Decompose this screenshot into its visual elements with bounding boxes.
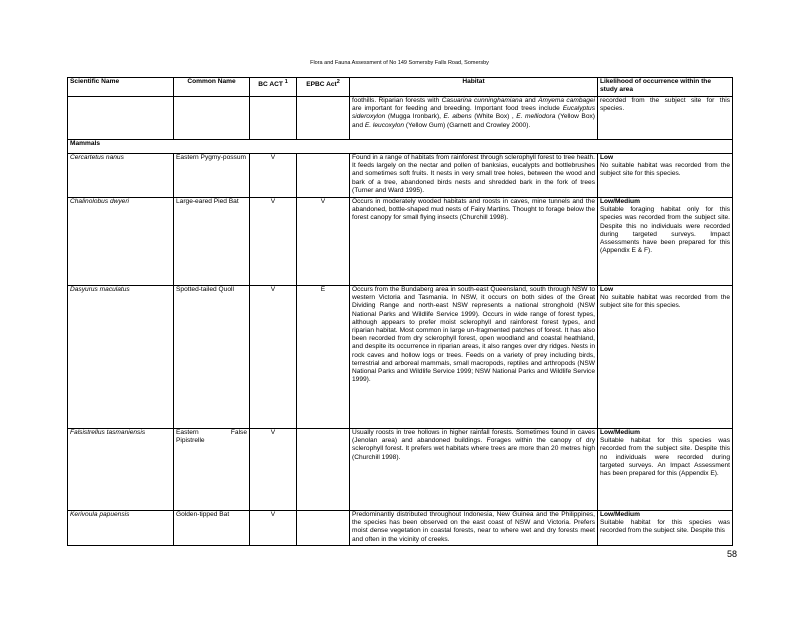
table-row <box>68 429 733 511</box>
likelihood-text: No suitable habitat was recorded from the subject site for this species. <box>600 162 730 178</box>
epbc-act-footnote: 2 <box>336 79 340 85</box>
likelihood-text: No suitable habitat was recorded from the subject site for this species. <box>600 294 730 310</box>
document-header: Flora and Fauna Assessment of No 149 Somersby Falls Road, Somersby <box>310 60 489 66</box>
likelihood-cell <box>598 511 733 546</box>
col-header-bc-act <box>250 78 297 97</box>
col-header-epbc-act <box>297 78 350 97</box>
common-name: Large-eared Pied Bat <box>174 198 250 286</box>
cell-empty <box>250 97 297 140</box>
col-header-habitat: Habitat <box>350 78 598 97</box>
habitat-cell-continued: foothills. Riparian forests with Casuarina cunninghamiana and Amyema cambagei are important for feeding and breeding. Important food trees include Eucalyptus sideroxylon (Mugga Ironbark), E. albens (White Box) , E. melliodora (Yellow Box) and E. leucoxylon (Yellow Gum) (Garnett and Crowley 2000). <box>350 97 598 140</box>
habitat-text: Occurs in moderately wooded habitats and roosts in caves, mine tunnels and the abandoned, bottle-shaped mud nests of Fairy Martins. Thought to forage below the forest canopy for small flying insects (Churchill 1998). <box>350 198 598 286</box>
table-row <box>68 286 733 429</box>
habitat-text: Predominantly distributed throughout Indonesia, New Guinea and the Philippines, the species has been observed on the east coast of NSW and Victoria. Prefers moist dense vegetation in coastal forests, near to where wet and dry forests meet and often in the vicinity of creeks. <box>350 511 598 546</box>
bc-status: V <box>250 511 297 546</box>
likelihood-text: Suitable foraging habitat only for this species was recorded from the subject site. Despite this no individuals were recorded during targeted surveys. Impact Assessments have been prepared for this (Appendix E & F). <box>600 206 730 255</box>
cell-empty <box>297 97 350 140</box>
common-name: Eastern False Pipistrelle <box>174 429 250 511</box>
epbc-status: E <box>297 286 350 429</box>
table-header-row <box>68 78 733 97</box>
likelihood-text: Suitable habitat for this species was recorded from the subject site. Despite this no individuals were recorded during targeted surveys. An Impact Assessment has been prepared for this (Appendix E). <box>600 437 730 478</box>
table-row <box>68 154 733 198</box>
epbc-status <box>297 511 350 546</box>
epbc-act-label: EPBC Act <box>306 81 337 89</box>
bc-status: V <box>250 286 297 429</box>
likelihood-level: Low/Medium <box>600 198 640 205</box>
scientific-name: Falsistrellus tasmaniensis <box>68 429 174 511</box>
scientific-name: Kerivoula papuensis <box>68 511 174 546</box>
table-row <box>68 511 733 546</box>
bc-act-footnote: 1 <box>284 79 288 85</box>
habitat-text: Occurs from the Bundaberg area in south-east Queensland, south through NSW to western Victoria and Tasmania. In NSW, it occurs on both sides of the Great Dividing Range and north-east NSW represents a national stronghold (NSW National Parks and Wildlife Service 1999). Occurs in wide range of forest types, although appears to prefer moist sclerophyll and rainforest forest types, and riparian habitat. Most common in large un-fragmented patches of forest. It has also been recorded from dry sclerophyll forest, open woodland and coastal heathland, and despite its occurrence in riparian areas, it also ranges over dry ridges. Nests in rock caves and hollow logs or trees. Feeds on a variety of prey including birds, terrestrial and arboreal mammals, small macropods, reptiles and arthropods (NSW National Parks and Wildlife Service 1999; NSW National Parks and Wildlife Service 1999). <box>350 286 598 429</box>
common-name: Eastern Pygmy-possum <box>174 154 250 198</box>
col-header-scientific-name: Scientific Name <box>68 78 174 97</box>
col-header-common-name: Common Name <box>174 78 250 97</box>
likelihood-level: Low <box>600 286 614 293</box>
cell-empty <box>68 97 174 140</box>
likelihood-level: Low <box>600 154 614 161</box>
likelihood-cell <box>598 286 733 429</box>
likelihood-cell <box>598 429 733 511</box>
epbc-status <box>297 429 350 511</box>
habitat-text: Usually roosts in tree hollows in higher rainfall forests. Sometimes found in caves (Jenolan area) and abandoned buildings. Forages within the canopy of dry sclerophyll forest. It prefers wet habitats where trees are more than 20 metres high (Churchill 1998). <box>350 429 598 511</box>
epbc-status <box>297 154 350 198</box>
epbc-status: V <box>297 198 350 286</box>
bc-act-label: BC ACT <box>258 81 283 89</box>
likelihood-cell <box>598 198 733 286</box>
cell-empty <box>174 97 250 140</box>
page-number: 58 <box>726 549 737 559</box>
common-name: Golden-tipped Bat <box>174 511 250 546</box>
col-header-likelihood: Likelihood of occurrence within the study area <box>598 78 733 97</box>
species-table <box>67 77 733 546</box>
scientific-name: Dasyurus maculatus <box>68 286 174 429</box>
scientific-name: Cercartetus nanus <box>68 154 174 198</box>
habitat-text: Found in a range of habitats from rainforest through sclerophyll forest to tree heath. It feeds largely on the nectar and pollen of banksias, eucalypts and bottlebrushes and sometimes soft fruits. It nests in very small tree holes, between the wood and bark of a tree, abandoned birds nests and shredded bark in the fork of trees (Turner and Ward 1995). <box>350 154 598 198</box>
likelihood-level: Low/Medium <box>600 429 640 436</box>
table-row <box>68 198 733 286</box>
likelihood-cell-continued: recorded from the subject site for this species. <box>598 97 733 140</box>
scientific-name: Chalinolobus dwyeri <box>68 198 174 286</box>
bc-status: V <box>250 429 297 511</box>
table-row-continued <box>68 97 733 140</box>
section-row-mammals <box>68 140 733 154</box>
likelihood-cell <box>598 154 733 198</box>
bc-status: V <box>250 198 297 286</box>
section-title: Mammals <box>68 140 733 154</box>
common-name: Spotted-tailed Quoll <box>174 286 250 429</box>
bc-status: V <box>250 154 297 198</box>
likelihood-text: Suitable habitat for this species was recorded from the subject site. Despite this <box>600 519 730 535</box>
likelihood-level: Low/Medium <box>600 511 640 518</box>
